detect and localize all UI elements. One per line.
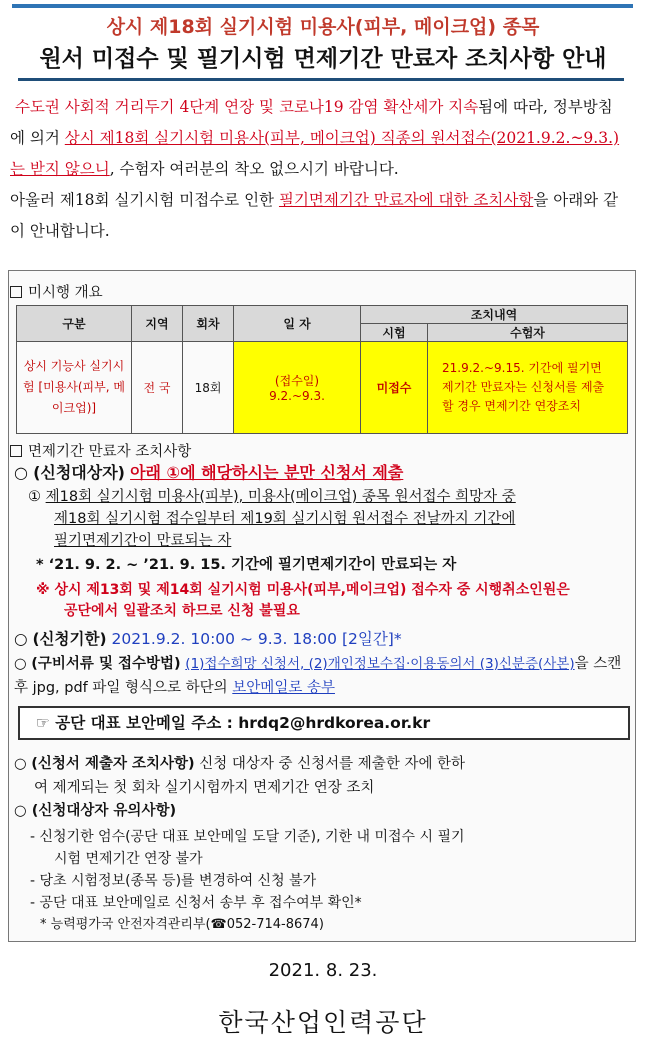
caution-item: - 신청기한 엄수(공단 대표 보안메일 도달 기준), 기한 내 미접수 시 필기 bbox=[30, 829, 465, 845]
col-header-category: 구분 bbox=[17, 306, 132, 342]
section1-heading: 미시행 개요 bbox=[10, 281, 103, 302]
warning-note: ※ 상시 제13회 및 제14회 실기시험 미용사(피부,메이크업) 접수자 중 시행취소인원은 공단에서 일괄조치 하므로 신청 불필요 bbox=[36, 582, 570, 619]
checkbox-square-icon bbox=[10, 445, 22, 457]
caution-heading: ○ (신청대상자 유의사항) bbox=[14, 803, 177, 819]
cell-date: (접수일) 9.2.~9.3. bbox=[234, 342, 361, 434]
cell-category: 상시 기능사 실기시험 [미용사(피부, 메이크업)] bbox=[17, 342, 132, 434]
security-mail-box: ☞ 공단 대표 보안메일 주소 : hrdq2@hrdkorea.or.kr bbox=[18, 706, 630, 740]
intro-text bbox=[10, 92, 626, 247]
intro-cancel-text: 상시 제18회 실기시험 미용사(피부, 메이크업) 직종의 원서접수(2021.9.2.~9.3.)는 받지 않으니 bbox=[10, 129, 620, 178]
cell-candidate-action: 21.9.2.~9.15. 기간에 필기면제기간 만료자는 신청서를 제출할 경우 면제기간 연장조치 bbox=[428, 342, 628, 434]
circle-bullet-icon: ○ bbox=[14, 463, 28, 482]
caution-list: - 신청기한 엄수(공단 대표 보안메일 도달 기준), 기한 내 미접수 시 필기 시험 면제기간 연장 불가 - 당초 시험정보(종목 등)를 변경하여 신청 불가 - 공단 대표 보안메일로 신청서 송부 후 접수여부 확인* * 능력평가국 안전자격관리부(☎052-714-8674) bbox=[30, 826, 630, 936]
target-line: ○ (신청대상자) 아래 ①에 해당하시는 분만 신청서 제출 bbox=[14, 463, 404, 482]
circle-bullet-icon: ○ bbox=[14, 630, 28, 648]
col-header-action: 조치내역 bbox=[361, 306, 628, 324]
section2-heading: 면제기간 만료자 조치사항 bbox=[10, 440, 191, 461]
intro-paragraph-2: 아울러 제18회 실기시험 미접수로 인한 필기면제기간 만료자에 대한 조치사항을 아래와 같이 안내합니다. bbox=[10, 191, 619, 240]
target-item-1: ① 제18회 실기시험 미용사(피부), 미용사(메이크업) 종목 원서접수 희망자 중 제18회 실기시험 접수일부터 제19회 실기시험 원서접수 전날까지 기간에 필기면제기간이 만료되는 자 bbox=[28, 489, 516, 549]
circle-bullet-icon: ○ bbox=[14, 803, 27, 819]
caution-item: - 공단 대표 보안메일로 신청서 송부 후 접수여부 확인* bbox=[30, 895, 362, 911]
submit-line: ○ (신청서 제출자 조치사항) 신청 대상자 중 신청서를 제출한 자에 한하 여 제게되는 첫 회차 실기시험까지 면제기간 연장 조치 bbox=[14, 756, 466, 796]
col-header-region: 지역 bbox=[132, 306, 183, 342]
cell-exam-action: 미접수 bbox=[361, 342, 428, 434]
docs-line: ○ (구비서류 및 접수방법) (1)접수희망 신청서, (2)개인정보수집·이용동의서 (3)신분증(사본)을 스캔 후 jpg, pdf 파일 형식으로 하단의 보안메일로 송부 bbox=[14, 656, 622, 696]
top-accent-bar bbox=[12, 4, 633, 8]
col-header-candidate: 수험자 bbox=[428, 324, 628, 342]
notice-subtitle: 상시 제18회 실기시험 미용사(피부, 메이크업) 종목 bbox=[106, 16, 540, 38]
intro-paragraph-1: 수도권 사회적 거리두기 4단계 연장 및 코로나19 감염 확산세가 지속됨에 따라, 정부방침에 의거 상시 제18회 실기시험 미용사(피부, 메이크업) 직종의 원서접수(2021.9.2.~9.3.)는 받지 않으니, 수험자 여러분의 착오 없으시기 바랍니다. bbox=[10, 98, 620, 178]
period-line: ○ (신청기한) 2021.9.2. 10:00 ~ 9.3. 18:00 [2일간]* bbox=[14, 630, 402, 648]
checkbox-square-icon bbox=[10, 286, 22, 298]
circle-bullet-icon: ○ bbox=[14, 756, 27, 772]
notice-title: 원서 미접수 및 필기시험 면제기간 만료자 조치사항 안내 bbox=[39, 46, 607, 72]
col-header-date: 일 자 bbox=[234, 306, 361, 342]
period-star-note: * ‘21. 9. 2. ~ ’21. 9. 15. 기간에 필기면제기간이 만료되는 자 bbox=[36, 557, 457, 573]
circle-bullet-icon: ○ bbox=[14, 656, 27, 672]
cell-region: 전 국 bbox=[132, 342, 183, 434]
schedule-table bbox=[16, 305, 628, 434]
intro-measure-text: 필기면제기간 만료자에 대한 조치사항 bbox=[278, 191, 534, 209]
organization-name: 한국산업인력공단 bbox=[218, 1008, 428, 1037]
col-header-exam: 시험 bbox=[361, 324, 428, 342]
col-header-round: 회차 bbox=[183, 306, 234, 342]
cell-round: 18회 bbox=[183, 342, 234, 434]
title-divider bbox=[18, 78, 624, 81]
contact-note: * 능력평가국 안전자격관리부(☎052-714-8674) bbox=[40, 917, 324, 932]
caution-item: - 당초 시험정보(종목 등)를 변경하여 신청 불가 bbox=[30, 873, 317, 889]
notice-date: 2021. 8. 23. bbox=[268, 960, 378, 981]
intro-covid-text: 수도권 사회적 거리두기 4단계 연장 및 코로나19 감염 확산세가 지속 bbox=[14, 98, 479, 116]
